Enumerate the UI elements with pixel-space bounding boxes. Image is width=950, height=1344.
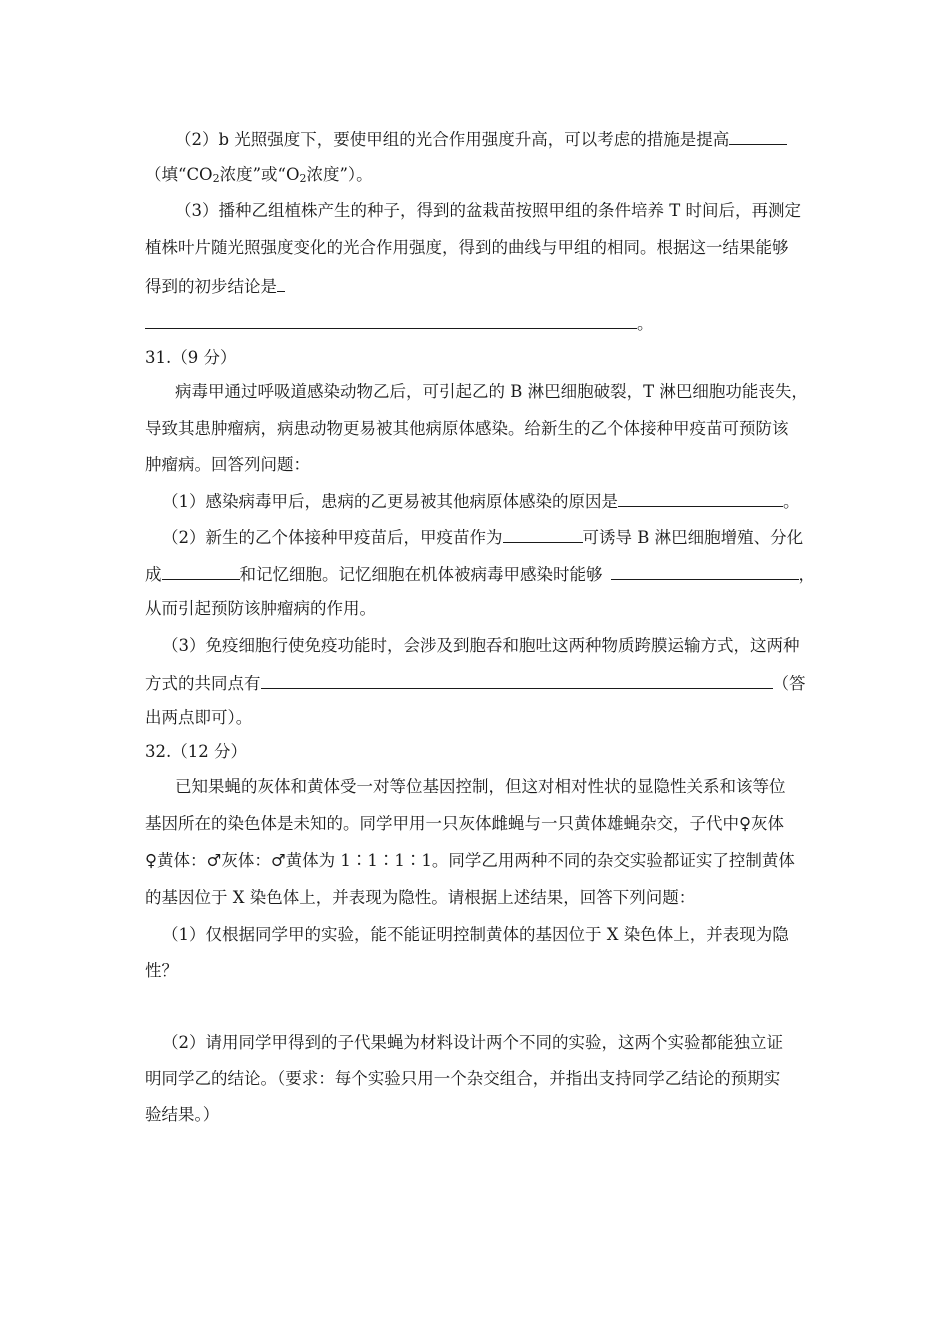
q31-part2-line1: （2）新生的乙个体接种甲疫苗后，甲疫苗作为 可诱导 B 淋巴细胞增殖、分化: [162, 528, 804, 547]
q32-stem-line2: 基因所在的染色体是未知的。同学甲用一只灰体雌蝇与一只黄体雄蝇杂交，子代中♀灰体: [145, 814, 785, 833]
q31-stem-line1: 病毒甲通过呼吸道感染动物乙后，可引起乙的 B 淋巴细胞破裂，T 淋巴细胞功能丧失，: [175, 382, 808, 401]
q30-part2-blank[interactable]: [729, 128, 787, 145]
q30-part2-line1: （2）b 光照强度下，要使甲组的光合作用强度升高，可以考虑的措施是提高: [175, 128, 787, 150]
q31-part2-blank1[interactable]: [503, 526, 583, 543]
q30-part3-line2: 植株叶片随光照强度变化的光合作用强度，得到的曲线与甲组的相同。根据这一结果能够: [145, 238, 789, 257]
q30-part2-line2: （填“$CO_2$浓度”或“$O_2$浓度”）。: [145, 165, 373, 185]
q32-part2-line3: 验结果。）: [145, 1105, 220, 1124]
q31-part2-line2: 成 和记忆细胞。记忆细胞在机体被病毒甲感染时能够 ，: [145, 565, 815, 584]
q30-part3-line4: 。: [145, 312, 654, 334]
q31-part1-blank[interactable]: [618, 490, 783, 507]
q30-part3-line3: 得到的初步结论是: [145, 275, 285, 297]
q31-part2-blank2[interactable]: [162, 563, 240, 580]
q32-stem-line1: 已知果蝇的灰体和黄体受一对等位基因控制，但这对相对性状的显隐性关系和该等位: [175, 777, 786, 796]
q31-part2-blank3[interactable]: [611, 563, 799, 580]
q30-part3-blank-b[interactable]: [145, 312, 637, 329]
q31-part2-line3: 从而引起预防该肿瘤病的作用。: [145, 599, 376, 618]
q30-part3-line1: （3）播种乙组植株产生的种子，得到的盆栽苗按照甲组的条件培养 T 时间后，再测定: [175, 201, 801, 220]
q31-part3-line3: 出两点即可）。: [145, 708, 253, 727]
q30-part3-blank-a[interactable]: [277, 275, 285, 292]
q31-part3-line2: 方式的共同点有 （答: [145, 674, 806, 693]
q32-part2-line2: 明同学乙的结论。（要求：每个实验只用一个杂交组合，并指出支持同学乙结论的预期实: [145, 1069, 781, 1088]
q32-part2-line1: （2）请用同学甲得到的子代果蝇为材料设计两个不同的实验，这两个实验都能独立证: [162, 1033, 783, 1052]
q31-stem-line3: 肿瘤病。回答列问题：: [145, 455, 310, 474]
q32-part1-line2: 性？: [145, 961, 178, 980]
q32-stem-line3: ♀黄体：♂灰体：♂黄体为 1∶1∶1∶1。同学乙用两种不同的杂交实验都证实了控制黄体: [145, 851, 795, 870]
q31-part3-line1: （3）免疫细胞行使免疫功能时，会涉及到胞吞和胞吐这两种物质跨膜运输方式，这两种: [162, 636, 800, 655]
q32-part1-line1: （1）仅根据同学甲的实验，能不能证明控制黄体的基因位于 X 染色体上，并表现为隐: [162, 925, 789, 944]
q31-stem-line2: 导致其患肿瘤病，病患动物更易被其他病原体感染。给新生的乙个体接种甲疫苗可预防该: [145, 419, 789, 438]
q32-heading: 32.（12 分）: [145, 742, 247, 761]
q31-heading: 31.（9 分）: [145, 348, 237, 367]
q31-part3-blank[interactable]: [261, 672, 773, 689]
q31-part1: （1）感染病毒甲后，患病的乙更易被其他病原体感染的原因是 。: [162, 492, 800, 511]
q32-stem-line4: 的基因位于 X 染色体上，并表现为隐性。请根据上述结果，回答下列问题：: [145, 888, 696, 907]
